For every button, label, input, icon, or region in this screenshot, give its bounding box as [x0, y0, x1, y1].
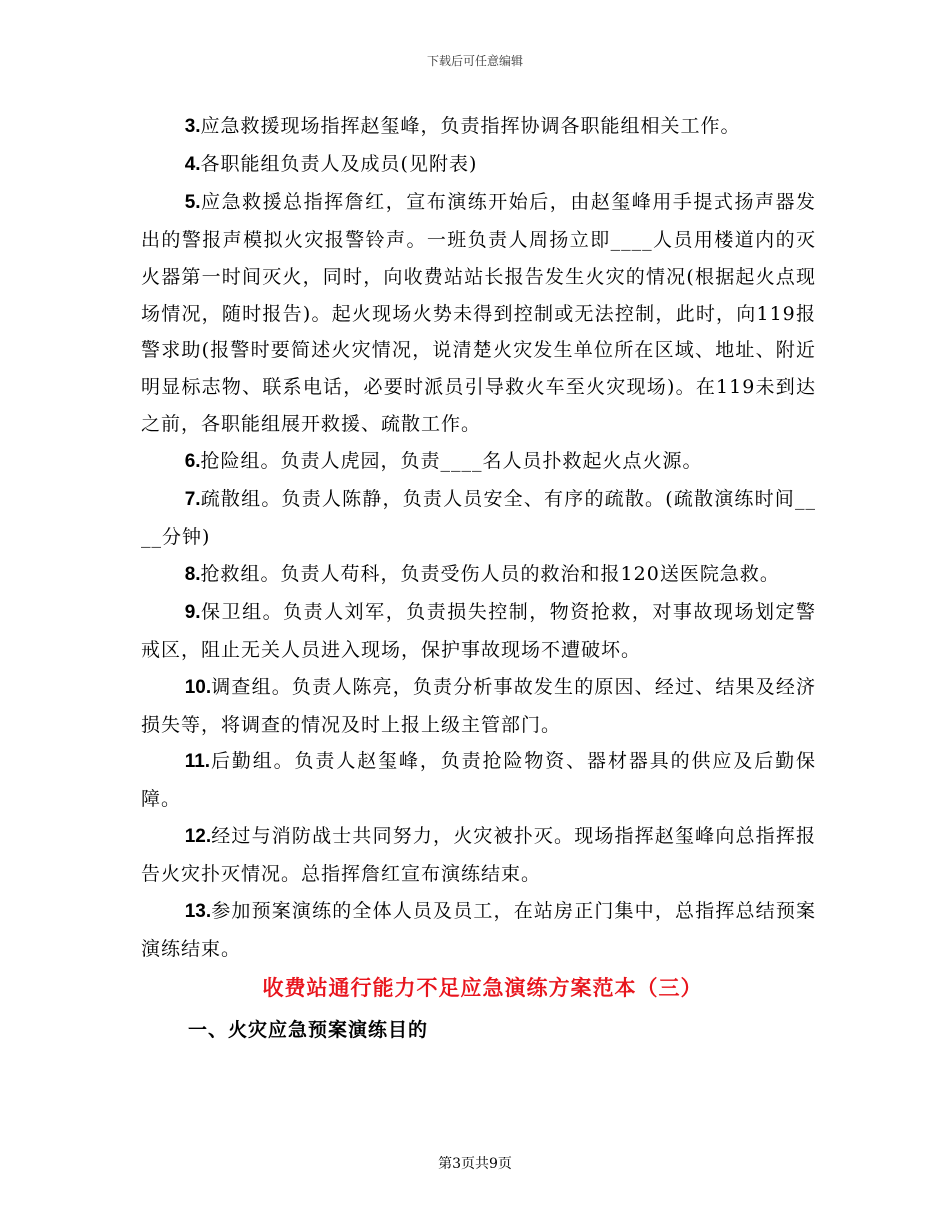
paragraph-10 — [141, 669, 816, 744]
paragraph-text: 后勤组。负责人赵玺峰，负责抢险物资、器材器具的供应及后勤保障。 — [141, 750, 816, 811]
item-number: 10. — [184, 676, 212, 698]
paragraph-12 — [141, 818, 816, 893]
paragraph-7 — [141, 481, 816, 556]
paragraph-text: 抢救组。负责人苟科，负责受伤人员的救治和报120送医院急救。 — [200, 562, 780, 585]
section-title: 收费站通行能力不足应急演练方案范本（三） — [262, 975, 703, 1000]
paragraph-text: 应急救援现场指挥赵玺峰，负责指挥协调各职能组相关工作。 — [200, 115, 741, 137]
paragraph-4 — [141, 146, 816, 184]
item-number: 5. — [184, 191, 201, 213]
item-number: 4. — [184, 153, 201, 175]
paragraph-text: 参加预案演练的全体人员及员工，在站房正门集中，总指挥总结预案演练结束。 — [141, 900, 816, 960]
page-footer: 第3页共9页 — [438, 1156, 512, 1172]
paragraph-text: 各职能组负责人及成员(见附表) — [200, 152, 478, 175]
item-number: 9. — [184, 601, 201, 623]
paragraph-9 — [141, 594, 816, 669]
item-number: 6. — [184, 451, 201, 473]
paragraph-text: 调查组。负责人陈亮，负责分析事故发生的原因、经过、结果及经济损失等，将调查的情况及时上报上级主管部门。 — [141, 675, 816, 736]
item-number: 8. — [184, 563, 201, 585]
item-number: 3. — [184, 116, 201, 137]
paragraph-13 — [141, 893, 816, 968]
paragraph-text: 保卫组。负责人刘军，负责损失控制，物资抢救，对事故现场划定警戒区，阻止无关人员进入现场，保护事故现场不遭破坏。 — [141, 600, 816, 661]
paragraph-5 — [141, 184, 816, 443]
item-number: 13. — [184, 901, 212, 923]
paragraph-text: 应急救援总指挥詹红，宣布演练开始后，由赵玺峰用手提式扬声器发出的警报声模拟火灾报警铃声。一班负责人周扬立即____人员用楼道内的灭火器第一时间灭火，同时，向收费站站长报告发生火灾的情况(根据起火点现场情况，随时报告)。起火现场火势未得到控制或无法控制，此时，向119报警求助(报警时要简述火灾情况，说清楚火灾发生单位所在区域、地址、附近明显标志物、联系电话，必要时派员引导救火车至火灾现场)。在119未到达之前，各职能组展开救援、疏散工作。 — [141, 190, 816, 436]
paragraph-6 — [141, 443, 816, 481]
document-body — [141, 108, 816, 1048]
paragraph-text: 疏散组。负责人陈静，负责人员安全、有序的疏散。(疏散演练时间____分钟) — [141, 488, 816, 548]
item-number: 11. — [184, 751, 211, 773]
item-number: 7. — [184, 489, 201, 511]
paragraph-8 — [141, 556, 816, 594]
item-number: 12. — [184, 826, 212, 848]
paragraph-11 — [141, 743, 816, 818]
page-header: 下载后可任意编辑 — [426, 54, 523, 68]
paragraph-3 — [141, 108, 816, 146]
paragraph-text: 经过与消防战士共同努力，火灾被扑灭。现场指挥赵玺峰向总指挥报告火灾扑灭情况。总指挥詹红宣布演练结束。 — [141, 825, 816, 886]
sub-section-heading: 一、火灾应急预案演练目的 — [188, 1018, 429, 1041]
paragraph-text: 抢险组。负责人虎园，负责____名人员扑救起火点火源。 — [200, 450, 703, 473]
